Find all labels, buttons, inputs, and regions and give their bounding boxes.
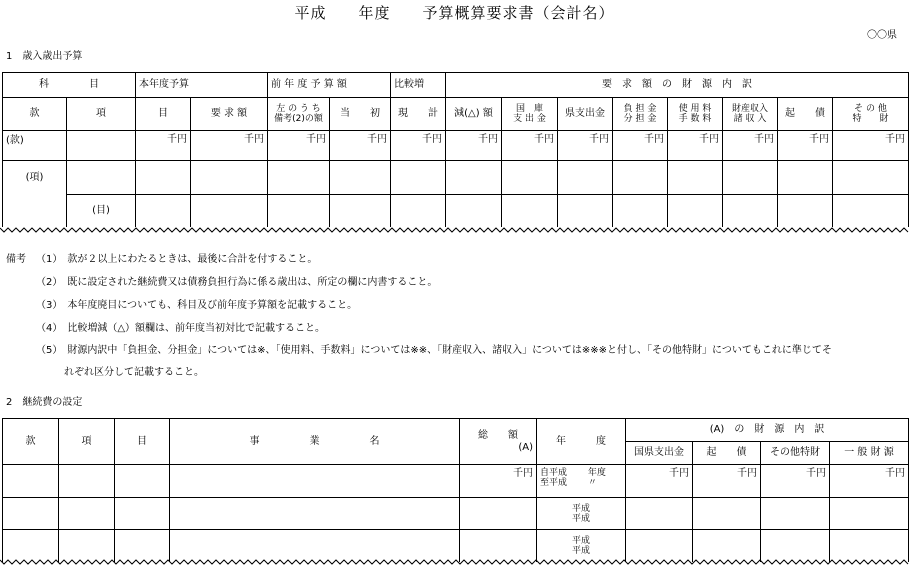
notes-label: 備考 <box>6 254 26 265</box>
hdr-futan <box>613 98 668 131</box>
cell-empty <box>59 465 115 498</box>
s2-hdr-sougaku-1: 総 額 <box>478 429 518 441</box>
note-item-3: （3） 本年度廃目についても、科目及び前年度予算額を記載すること。 <box>36 300 358 311</box>
page-title: 平成 年度 予算概算要求書（会計名） <box>294 4 615 22</box>
prefecture-label: 〇〇県 <box>867 30 897 41</box>
unit-cell: 千円 <box>391 131 446 161</box>
note-item-4: （4） 比較増減（△）額欄は、前年度当初対比で記載すること。 <box>36 323 326 334</box>
cell-empty <box>67 131 136 161</box>
table-row <box>3 465 909 498</box>
cell-empty <box>136 161 191 195</box>
hdr-shiyou-2: 手 数 料 <box>678 114 712 124</box>
cell-empty <box>446 161 502 195</box>
cell-empty <box>59 498 115 530</box>
nendo-year-2: 平成 <box>571 513 590 524</box>
nendo-cell <box>537 465 626 498</box>
nendo-year-1: 平成 <box>571 503 590 514</box>
cell-empty <box>723 161 778 195</box>
cell-empty <box>778 161 833 195</box>
cell-empty <box>3 465 59 498</box>
hdr-shiyou <box>668 98 723 131</box>
continuing-expense-table <box>2 418 909 562</box>
cell-empty <box>330 161 391 195</box>
hdr-zaigen: 要 求 額 の 財 源 内 訳 <box>446 73 909 98</box>
s2-hdr-kokken: 国県支出金 <box>626 442 693 465</box>
unit-cell: 千円 <box>446 131 502 161</box>
s2-hdr-nendo: 年 度 <box>537 419 626 465</box>
hdr-zaisan <box>723 98 778 131</box>
hdr-kenshishutsu: 県支出金 <box>558 98 613 131</box>
row-kan-label: (款) <box>3 131 67 161</box>
cell-empty <box>170 498 460 530</box>
table-row-kou <box>3 161 909 195</box>
hdr-hidari <box>268 98 330 131</box>
hdr-moku: 目 <box>136 98 191 131</box>
hdr-zennendo: 前 年 度 予 算 額 <box>268 73 391 98</box>
unit-cell: 千円 <box>502 131 558 161</box>
cell-empty <box>558 161 613 195</box>
wavy-cut-line-bottom <box>0 556 909 566</box>
hdr-genkei: 現 計 <box>391 98 446 131</box>
unit-cell: 千円 <box>778 131 833 161</box>
cell-empty <box>626 498 693 530</box>
s2-hdr-sonota: その他特財 <box>761 442 830 465</box>
hdr-zaisan-1: 財産収入 <box>731 104 768 114</box>
hdr-genzan: 減(△) 額 <box>446 98 502 131</box>
nendo-to: 至平成 〃 <box>540 478 597 488</box>
unit-cell: 千円 <box>330 131 391 161</box>
s2-hdr-jigyou: 事 業 名 <box>170 419 460 465</box>
hdr-kokko-2: 支 出 金 <box>513 114 546 124</box>
hdr-yokyu: 要 求 額 <box>191 98 268 131</box>
hdr-tousho: 当 初 <box>330 98 391 131</box>
note-item-5: （5） 財源内訳中「負担金、分担金」については※、「使用料、手数料」については※※、「財産収入、諸収入」については※※※と付し、「その他特財」についてもこれに準じてそ <box>36 345 832 356</box>
unit-cell: 千円 <box>830 465 909 498</box>
cell-empty <box>830 498 909 530</box>
cell-empty <box>391 161 446 195</box>
cell-empty <box>833 161 909 195</box>
hdr-honnendo: 本年度予算 <box>136 73 268 98</box>
hdr-kan: 款 <box>3 98 67 131</box>
s2-hdr-kan: 款 <box>3 419 59 465</box>
unit-cell: 千円 <box>626 465 693 498</box>
hdr-futan-2: 分 担 金 <box>623 114 657 124</box>
unit-cell: 千円 <box>268 131 330 161</box>
hdr-kokko <box>502 98 558 131</box>
hdr-hidari-1: 左 の う ち <box>276 104 321 114</box>
hdr-hidari-2: 備考(2)の額 <box>274 114 323 124</box>
cell-empty <box>668 161 723 195</box>
note-item-1: （1） 款が２以上にわたるときは、最後に合計を付すること。 <box>36 254 318 265</box>
hdr-sonota-1: そ の 他 <box>854 104 887 114</box>
hdr-zaisan-2: 諸 収 入 <box>733 114 767 124</box>
nendo-year-1: 平成 <box>571 535 590 546</box>
unit-cell: 千円 <box>136 131 191 161</box>
hdr-futan-1: 負 担 金 <box>623 104 657 114</box>
unit-cell: 千円 <box>613 131 668 161</box>
unit-cell: 千円 <box>558 131 613 161</box>
hdr-sonota-2: 特 財 <box>852 114 889 124</box>
cell-empty <box>170 465 460 498</box>
cell-empty <box>613 161 668 195</box>
unit-cell: 千円 <box>460 465 537 498</box>
unit-cell: 千円 <box>761 465 830 498</box>
cell-empty <box>115 465 170 498</box>
hdr-shiyou-1: 使 用 料 <box>678 104 712 114</box>
cell-empty <box>460 498 537 530</box>
s2-hdr-sougaku-2: (A) <box>518 441 533 453</box>
s2-hdr-kou: 項 <box>59 419 115 465</box>
cell-empty <box>502 161 558 195</box>
note-item-2: （2） 既に設定された継続費又は債務負担行為に係る歳出は、所定の欄に内書すること。 <box>36 277 438 288</box>
hdr-kamoku: 科 目 <box>3 73 136 98</box>
s2-hdr-sougaku <box>460 419 537 465</box>
cell-empty <box>67 161 136 195</box>
table-row-kan <box>3 131 909 161</box>
unit-cell: 千円 <box>833 131 909 161</box>
nendo-from: 自平成 年度 <box>540 468 606 478</box>
unit-cell: 千円 <box>693 465 761 498</box>
s2-hdr-ippan: 一 般 財 源 <box>830 442 909 465</box>
s2-hdr-zaigen: (A) の 財 源 内 訳 <box>626 419 909 442</box>
s2-hdr-moku: 目 <box>115 419 170 465</box>
section1-heading: 1 歳入歳出予算 <box>6 51 83 62</box>
hdr-hikaku: 比較増 <box>391 73 446 98</box>
row-moku-label: (目) <box>67 195 136 227</box>
cell-empty <box>268 161 330 195</box>
note-item-5-continuation: れぞれ区分して記載すること。 <box>64 367 204 378</box>
wavy-cut-line <box>0 222 909 236</box>
hdr-kisai: 起 債 <box>778 98 833 131</box>
table-row <box>3 498 909 530</box>
hdr-sonota <box>833 98 909 131</box>
nendo-cell <box>537 498 626 530</box>
unit-cell: 千円 <box>191 131 268 161</box>
hdr-kokko-1: 国 庫 <box>515 104 543 114</box>
nendo-year-2: 平成 <box>571 545 590 556</box>
cell-empty <box>693 498 761 530</box>
budget-table <box>2 72 909 227</box>
row-kou-label: (項) <box>3 161 67 195</box>
unit-cell: 千円 <box>668 131 723 161</box>
hdr-kou: 項 <box>67 98 136 131</box>
cell-empty <box>761 498 830 530</box>
s2-hdr-kisai: 起 債 <box>693 442 761 465</box>
cell-empty <box>115 498 170 530</box>
section2-heading: 2 継続費の設定 <box>6 397 83 408</box>
cell-empty <box>3 498 59 530</box>
unit-cell: 千円 <box>723 131 778 161</box>
cell-empty <box>191 161 268 195</box>
